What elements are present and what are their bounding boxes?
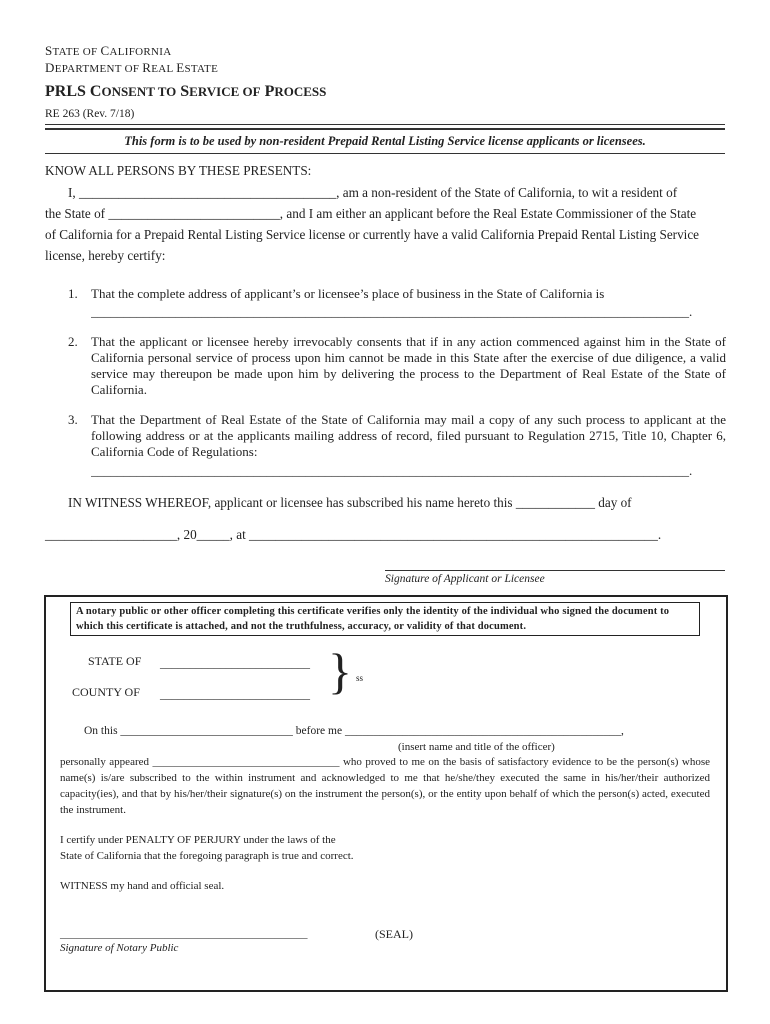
certify-line-2: State of California that the foregoing paragraph is true and correct. (60, 850, 354, 862)
header-rule-bottom (45, 128, 725, 130)
intro-line-4: license, hereby certify: (45, 248, 166, 263)
form-title: PRLS CONSENT TO SERVICE OF PROCESS (45, 83, 327, 100)
intro-line-3: of California for a Prepaid Rental Listing Service license or currently have a valid California Prepaid Rental Listing Service (45, 227, 700, 242)
county-of-label: COUNTY OF (72, 685, 140, 699)
notary-notice-text: A notary public or other officer completing this certificate verifies only the identity of the individual who signed the document to which this certificate is attached, and not the truthfulness, accuracy, or validity of that document. (76, 606, 670, 632)
intro-line-1: I, _______________________________________, am a non-resident of the State of California, to wit a resident of (68, 185, 678, 200)
county-of-field[interactable]: _________________________ (160, 687, 310, 701)
personally-appeared-paragraph: personally appeared __________________________________ who proved to me on the basis of satisfactory evidence to be the person(s) whose name(s) is/are subscribed to the within instrument and acknowledged to me that he/she/they executed the same in his/her/their authorized capacity(ies), and that by his/her/their signature(s) on the instrument the person(s), or the entity upon behalf of which the person(s) acted, executed the instrument. (60, 756, 710, 816)
witness-seal-text: WITNESS my hand and official seal. (60, 880, 225, 892)
insert-name-caption: (insert name and title of the officer) (398, 741, 555, 753)
header-rule-top (45, 124, 725, 125)
witness-line-2[interactable]: ____________________, 20_____, at ______________________________________________________________. (45, 527, 662, 542)
item-3-fill-line[interactable]: ____________________________________________________________________________________________. (91, 463, 693, 478)
item-2-text: That the applicant or licensee hereby irrevocably consents that if in any action commenced against him in the State of California personal service of process upon him cannot be made in this State after the exercise of due diligence, a valid service may thereupon be made upon him by delivering the process to the Department of Real Estate of the State of California. (91, 334, 726, 397)
state-header: STATE OF CALIFORNIA (45, 43, 172, 58)
item-3-text: That the Department of Real Estate of the State of California may mail a copy of any such process to applicant at the following address or at the applicants mailing address of record, filed pursuant to Regulation 2715, Title 10, Chapter 6, California Code of Regulations: (91, 412, 726, 459)
item-1-fill-line[interactable]: ____________________________________________________________________________________________. (91, 304, 693, 319)
certify-line-1: I certify under PENALTY OF PERJURY under the laws of the (60, 834, 336, 846)
notice-rule (45, 153, 725, 154)
department-header: DEPARTMENT OF REAL ESTATE (45, 60, 219, 75)
item-1-text: That the complete address of applicant’s or licensee’s place of business in the State of California is (91, 286, 605, 301)
notary-signature-label: Signature of Notary Public (60, 942, 179, 954)
applicant-signature-line[interactable] (385, 570, 725, 571)
form-number: RE 263 (Rev. 7/18) (45, 108, 135, 120)
item-2-number: 2. (68, 334, 78, 349)
ss-label: ss (356, 673, 364, 683)
intro-line-2: the State of __________________________, and I am either an applicant before the Real Estate Commissioner of the State (45, 206, 697, 221)
notary-signature-line[interactable]: _____________________________________________ (60, 928, 308, 940)
witness-line-1: IN WITNESS WHEREOF, applicant or licensee has subscribed his name hereto this ____________ day of (68, 495, 632, 510)
item-1-number: 1. (68, 286, 78, 301)
seal-label: (SEAL) (375, 927, 413, 941)
intro-heading: KNOW ALL PERSONS BY THESE PRESENTS: (45, 163, 312, 178)
form-notice: This form is to be used by non-resident Prepaid Rental Listing Service license applicants or licensees. (124, 134, 646, 148)
applicant-signature-label: Signature of Applicant or Licensee (385, 573, 545, 585)
state-of-label: STATE OF (88, 654, 142, 668)
state-of-field[interactable]: _________________________ (160, 656, 310, 670)
item-3-number: 3. (68, 412, 78, 427)
brace-icon: } (328, 643, 352, 699)
on-this-line[interactable]: On this ______________________________ before me ________________________________________________, (84, 725, 624, 737)
